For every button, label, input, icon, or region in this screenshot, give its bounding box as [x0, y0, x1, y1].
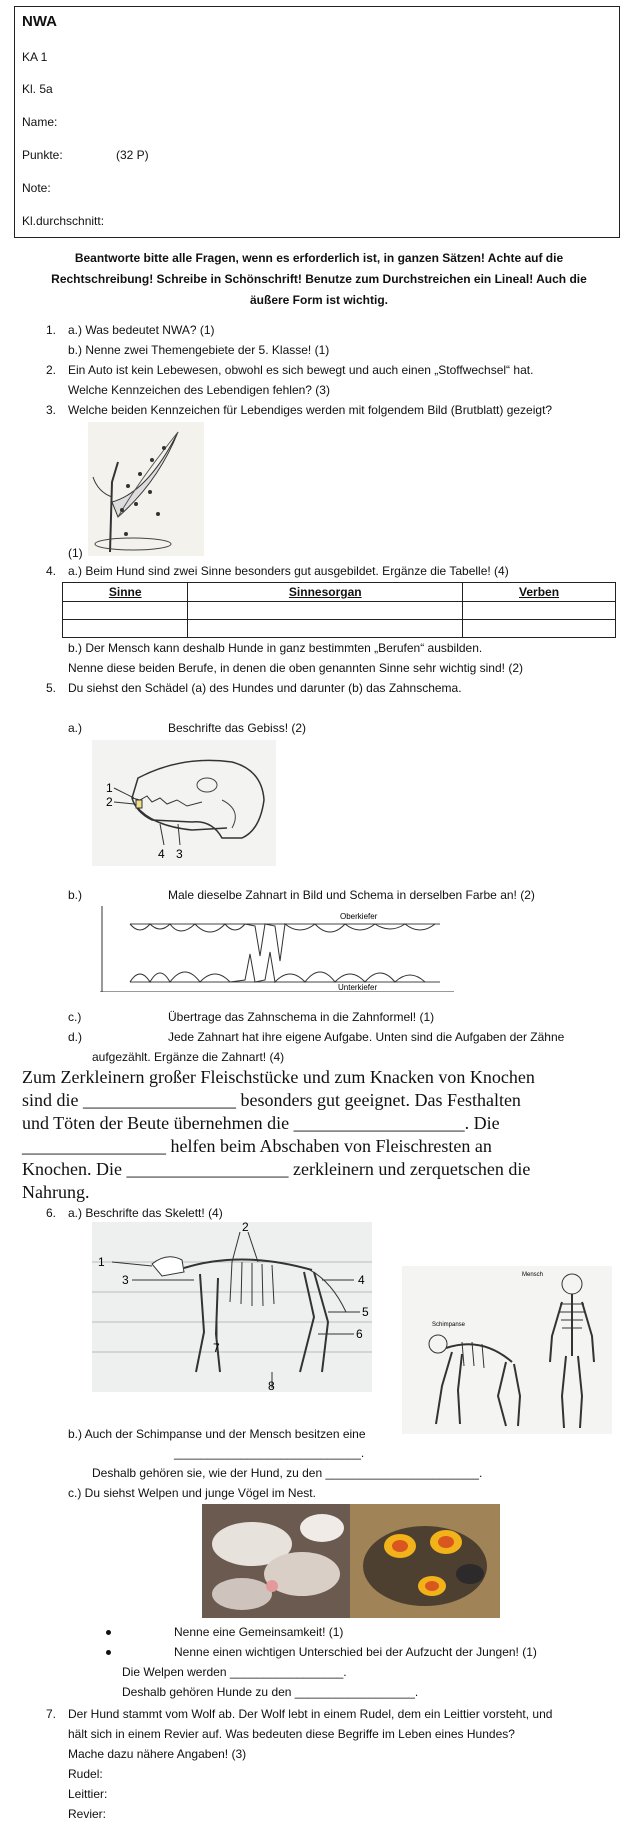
primate-skeleton-image — [402, 1266, 612, 1434]
q6a: a.) Beschrifte das Skelett! (4) — [68, 1206, 223, 1220]
q6c-group: Deshalb gehören Hunde zu den __________________. — [122, 1685, 419, 1699]
bullet-dot — [106, 1630, 111, 1635]
skeleton-label-7: 7 — [213, 1341, 220, 1355]
q5a-text: Beschrifte das Gebiss! (2) — [168, 721, 307, 735]
cloze-line-2: sind die _________________ besonders gut geeignet. Das Festhalten — [22, 1090, 521, 1110]
tooth-scheme-image — [100, 906, 454, 992]
page-title: NWA — [22, 13, 57, 30]
cloze-line-4: ________________ helfen beim Abschaben von Fleischresten an — [22, 1136, 492, 1156]
skull-label-2: 2 — [106, 795, 113, 809]
nest-birds-photo — [350, 1504, 500, 1618]
q6b-line1: b.) Auch der Schimpanse und der Mensch besitzen eine — [68, 1427, 366, 1441]
q7-line3: Mache dazu nähere Angaben! (3) — [68, 1747, 247, 1761]
dog-skeleton-image — [92, 1222, 372, 1392]
q6-number: 6. — [46, 1206, 57, 1220]
header-line-grade: Note: — [22, 181, 51, 195]
skeleton-label-3: 3 — [122, 1273, 129, 1287]
q1-number: 1. — [46, 323, 57, 337]
primate-label-schimpanse: Schimpanse — [432, 1322, 466, 1328]
q4b-line1: b.) Der Mensch kann deshalb Hunde in ganz bestimmten „Berufen“ ausbilden. — [68, 641, 483, 655]
skeleton-label-1: 1 — [98, 1255, 105, 1269]
q2-line1: Ein Auto ist kein Lebewesen, obwohl es sich bewegt und auch einen „Stoffwechsel“ hat. — [68, 363, 534, 377]
q5d-text2: aufgezählt. Ergänze die Zahnart! (4) — [92, 1050, 285, 1064]
skeleton-label-2: 2 — [242, 1222, 249, 1234]
q5b-label: b.) — [68, 888, 83, 902]
q7-term-rudel: Rudel: — [68, 1767, 103, 1781]
header-line-class: Kl. 5a — [22, 82, 53, 96]
skull-label-1: 1 — [106, 781, 113, 795]
table-header-verben: Verben — [463, 583, 616, 602]
table-row — [63, 620, 616, 638]
instructions: Beantworte bitte alle Fragen, wenn es erforderlich ist, in ganzen Sätzen! Achte auf die Rechtschreibung! Schreibe in Schönschrift! Benutze zum Durchstreichen ein Lineal! Auch die äußere Form ist wichtig. — [51, 251, 587, 307]
q7-line2: hält sich in einem Revier auf. Was bedeuten diese Begriffe im Leben eines Hundes? — [68, 1727, 515, 1741]
header-box — [14, 6, 620, 238]
table-cell[interactable] — [463, 620, 616, 638]
jaw-label-upper: Oberkiefer — [340, 912, 378, 921]
q5d-text: Jede Zahnart hat ihre eigene Aufgabe. Unten sind die Aufgaben der Zähne — [168, 1030, 565, 1044]
skull-label-4: 4 — [158, 847, 165, 861]
table-cell[interactable] — [63, 602, 188, 620]
table-row — [63, 602, 616, 620]
cloze-line-6: Nahrung. — [22, 1182, 90, 1202]
q5-number: 5. — [46, 681, 57, 695]
q3-number: 3. — [46, 403, 57, 417]
cloze-line-5: Knochen. Die __________________ zerkleinern und zerquetschen die — [22, 1159, 531, 1179]
skeleton-label-4: 4 — [358, 1273, 365, 1287]
q2-number: 2. — [46, 363, 57, 377]
q6b-blank: ____________________________. — [174, 1446, 365, 1460]
q5b-text: Male dieselbe Zahnart in Bild und Schema in derselben Farbe an! (2) — [168, 888, 535, 902]
q5d-label: d.) — [68, 1030, 83, 1044]
table-header-sinnesorgan: Sinnesorgan — [188, 583, 463, 602]
q6c-bullet2: Nenne einen wichtigen Unterschied bei der Aufzucht der Jungen! (1) — [174, 1645, 537, 1659]
skeleton-label-6: 6 — [356, 1327, 363, 1341]
q7-number: 7. — [46, 1707, 57, 1721]
puppies-photo — [202, 1504, 350, 1618]
skeleton-label-5: 5 — [362, 1305, 369, 1319]
q4b-line2: Nenne diese beiden Berufe, in denen die oben genannten Sinne sehr wichtig sind! (2) — [68, 661, 523, 675]
cloze-line-1: Zum Zerkleinern großer Fleischstücke und zum Knacken von Knochen — [22, 1067, 535, 1087]
q4-number: 4. — [46, 564, 57, 578]
q5-intro: Du siehst den Schädel (a) des Hundes und darunter (b) das Zahnschema. — [68, 681, 462, 695]
bullet-dot — [106, 1650, 111, 1655]
skeleton-label-8: 8 — [268, 1379, 275, 1392]
dog-skull-image — [92, 740, 276, 866]
table-cell[interactable] — [463, 602, 616, 620]
q5a-label: a.) — [68, 721, 83, 735]
primate-label-mensch: Mensch — [522, 1272, 544, 1278]
q1a: a.) Was bedeutet NWA? (1) — [68, 323, 215, 337]
brutblatt-image — [88, 422, 204, 556]
table-cell[interactable] — [63, 620, 188, 638]
q7-term-leittier: Leittier: — [68, 1787, 108, 1801]
q6c-puppies: Die Welpen werden _________________. — [122, 1665, 347, 1679]
q1b: b.) Nenne zwei Themengebiete der 5. Klasse! (1) — [68, 343, 330, 357]
table-header-sinne: Sinne — [63, 583, 188, 602]
q6c: c.) Du siehst Welpen und junge Vögel im Nest. — [68, 1486, 316, 1500]
q2-line2: Welche Kennzeichen des Lebendigen fehlen? (3) — [68, 383, 330, 397]
skull-label-3: 3 — [176, 847, 183, 861]
q5c-label: c.) — [68, 1010, 82, 1024]
header-line-average: Kl.durchschnitt: — [22, 214, 105, 228]
q5c-text: Übertrage das Zahnschema in die Zahnformel! (1) — [168, 1010, 435, 1024]
q4a: a.) Beim Hund sind zwei Sinne besonders gut ausgebildet. Ergänze die Tabelle! (4) — [68, 564, 509, 578]
q7-line1: Der Hund stammt vom Wolf ab. Der Wolf lebt in einem Rudel, dem ein Leittier vorsteht, und — [68, 1707, 553, 1721]
senses-table — [62, 582, 616, 638]
table-cell[interactable] — [188, 602, 463, 620]
q3-text: Welche beiden Kennzeichen für Lebendiges werden mit folgendem Bild (Brutblatt) gezeigt? — [68, 403, 553, 417]
header-line-ka: KA 1 — [22, 50, 48, 64]
header-line-name: Name: — [22, 115, 58, 129]
table-cell[interactable] — [188, 620, 463, 638]
q7-term-revier: Revier: — [68, 1807, 107, 1821]
q6b-line3: Deshalb gehören sie, wie der Hund, zu den _______________________. — [92, 1466, 483, 1480]
jaw-label-lower: Unterkiefer — [338, 983, 378, 992]
header-points-value: (32 P) — [116, 148, 149, 162]
q3-points: (1) — [68, 546, 83, 560]
cloze-line-3: und Töten der Beute übernehmen die ___________________. Die — [22, 1113, 500, 1133]
q6c-bullet1: Nenne eine Gemeinsamkeit! (1) — [174, 1625, 344, 1639]
header-line-points: Punkte: — [22, 148, 63, 162]
